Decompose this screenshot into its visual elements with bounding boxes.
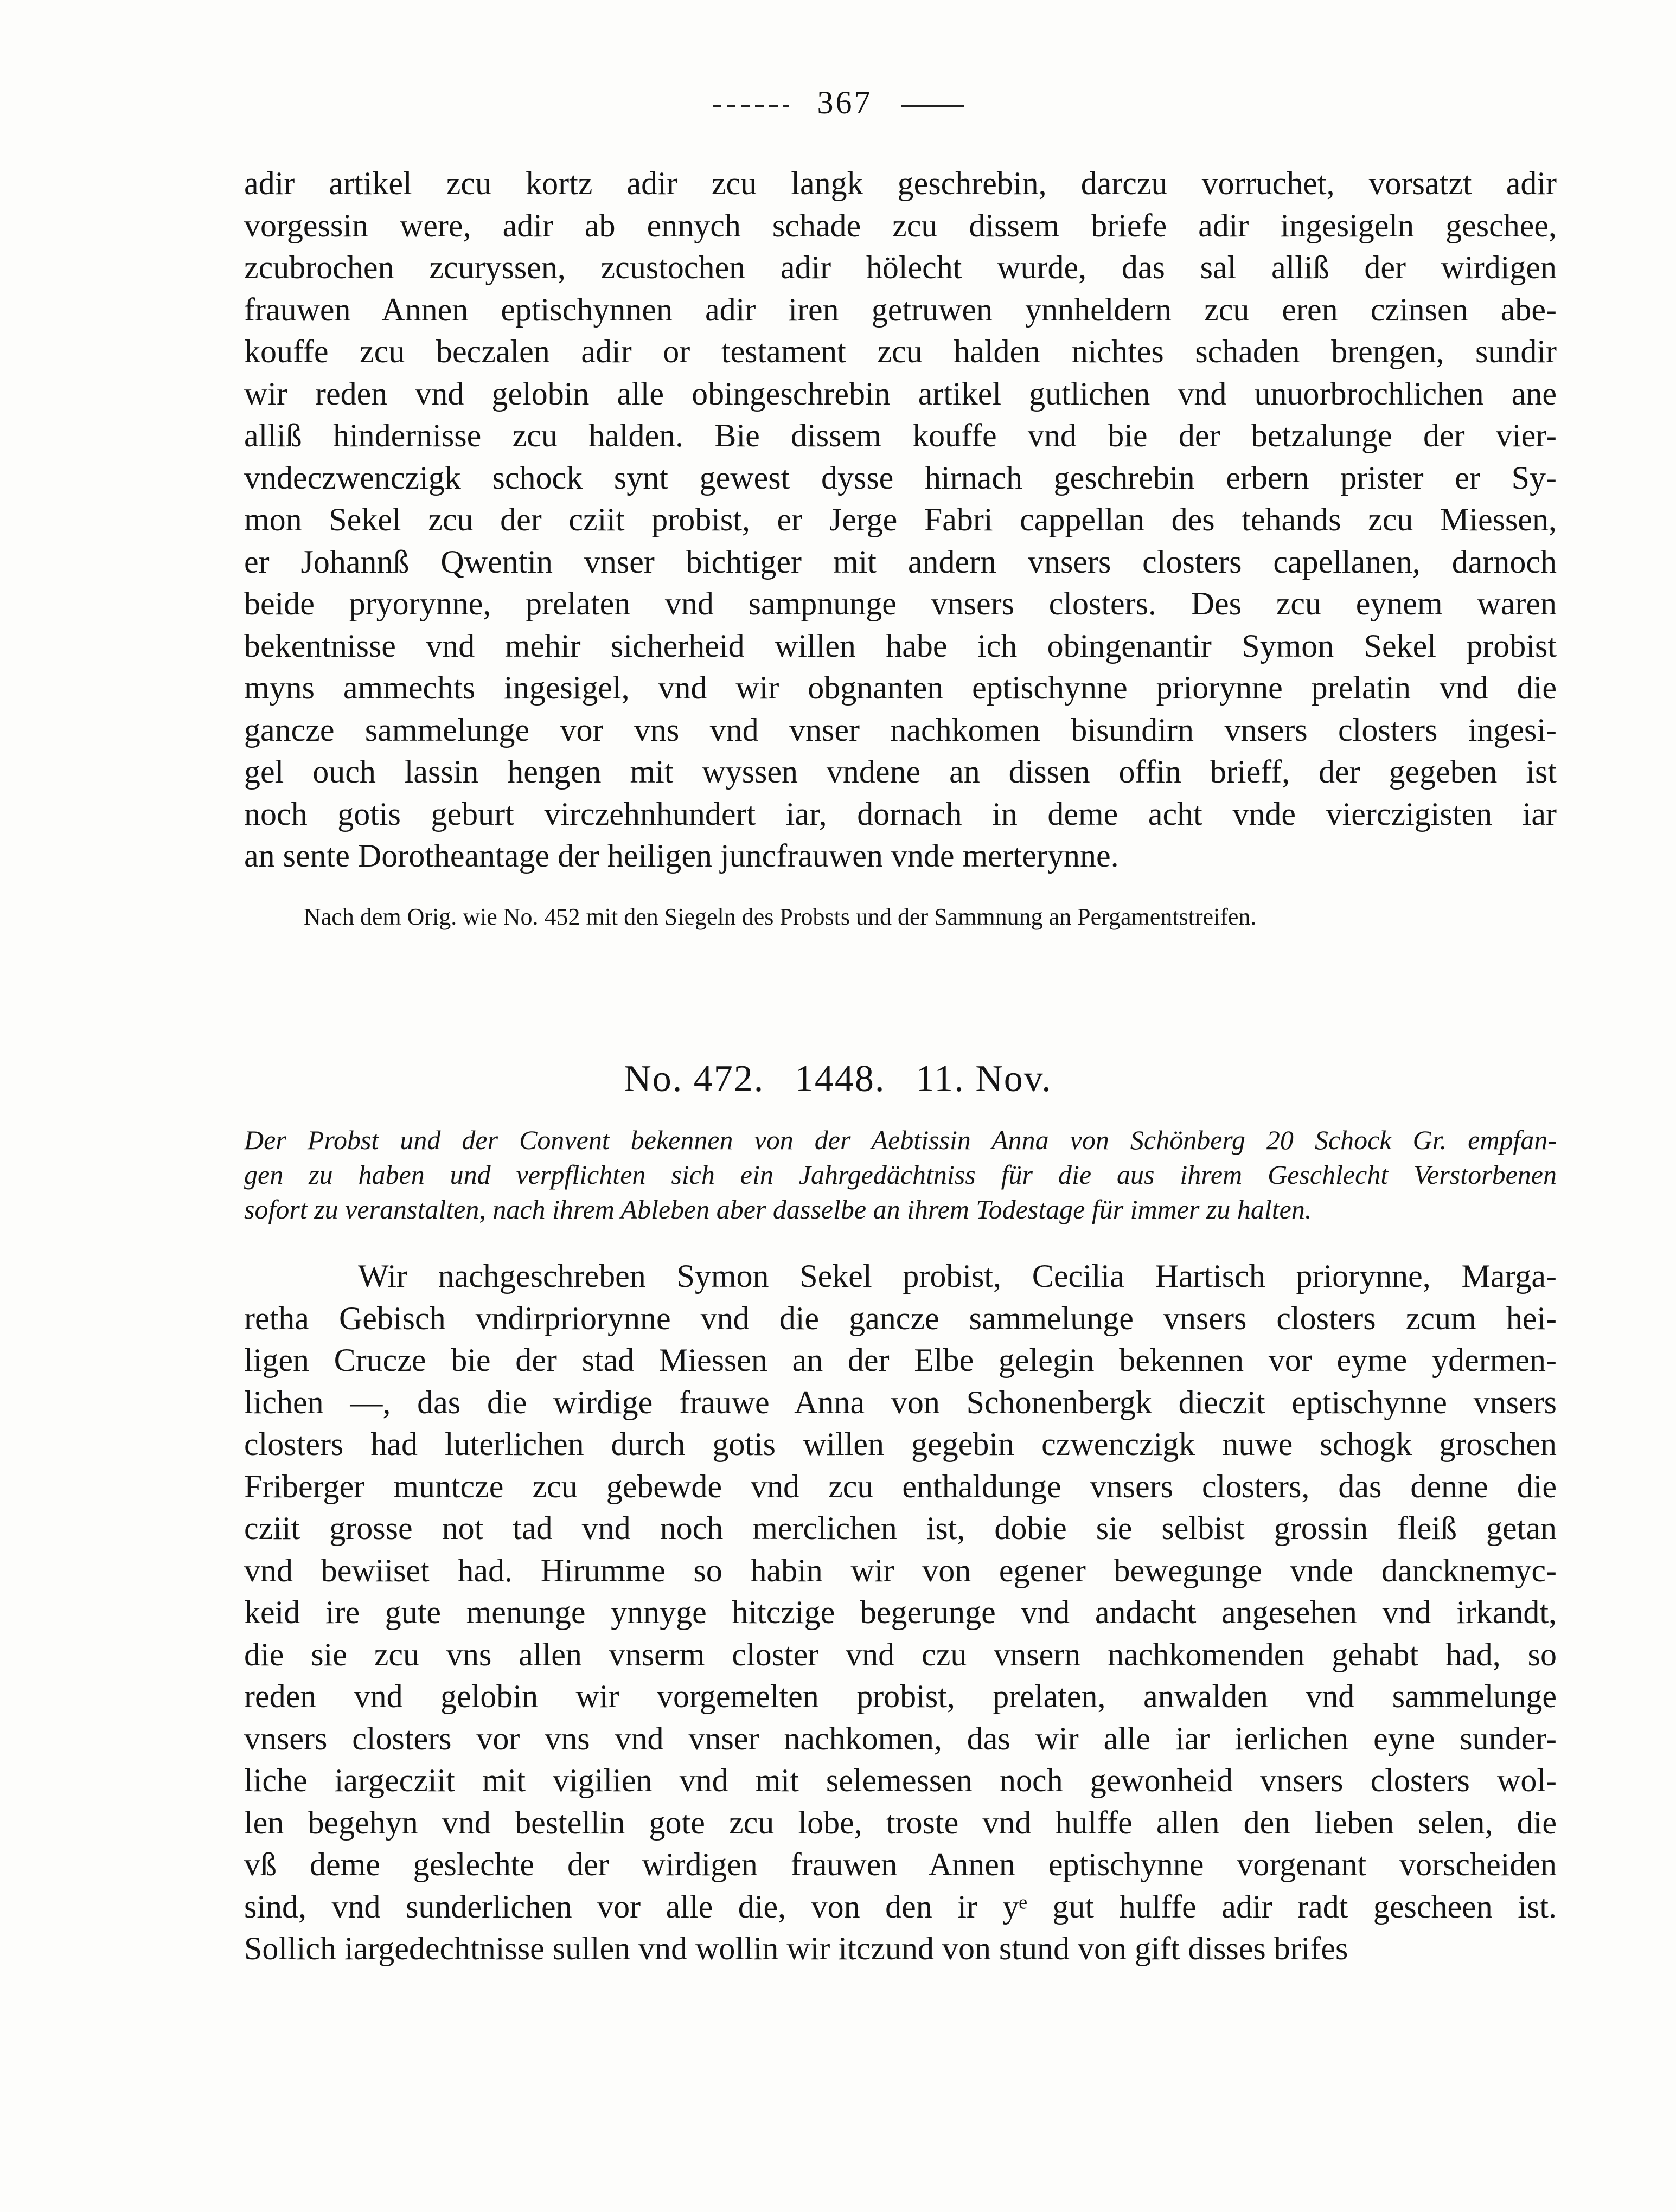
text-line: keid ire gute menunge ynnyge hitczige begerunge vnd andacht angesehen vnd irkandt, [244, 1594, 1557, 1630]
text-line: mon Sekel zcu der cziit probist, er Jerge Fabri cappellan des tehands zcu Miessen, [244, 502, 1557, 537]
text-line: Wir nachgeschreben Symon Sekel probist, Cecilia Hartisch priorynne, Marga- [358, 1258, 1557, 1294]
text-line: vß deme geslechte der wirdigen frauwen Annen eptischynne vorgenant vorscheiden [244, 1846, 1557, 1882]
text-line: er Johannß Qwentin vnser bichtiger mit andern vnsers closters capellanen, darnoch [244, 543, 1557, 580]
regest-summary [244, 1123, 1557, 1227]
text-line: Der Probst und der Convent bekennen von der Aebtissin Anna von Schönberg 20 Schock Gr. empfan- [244, 1125, 1557, 1155]
text-line: gancze sammelunge vor vns vnd vnser nachkomen bisundirn vnsers closters ingesi- [244, 711, 1557, 748]
text-line: liche iargecziit mit vigilien vnd mit selemessen noch gewonheid vnsers closters wol- [244, 1762, 1557, 1798]
text-line: an sente Dorotheantage der heiligen juncfrauwen vnde merterynne. [244, 838, 1119, 874]
text-line: Friberger muntcze zcu gebewde vnd zcu enthaldunge vnsers closters, das denne die [244, 1468, 1557, 1504]
text-line: sofort zu veranstalten, nach ihrem Ableben aber dasselbe an ihrem Todestage für immer zu halten. [244, 1194, 1312, 1224]
text-line: kouffe zcu beczalen adir or testament zcu halden nichtes schaden brengen, sundir [244, 334, 1557, 369]
text-line: Sollich iargedechtnisse sullen vnd wollin wir itczund von stund von gift disses brifes [244, 1931, 1348, 1966]
text-line: beide pryorynne, prelaten vnd sampnunge vnsers closters. Des zcu eynem waren [244, 586, 1557, 621]
page-number: 367 [817, 85, 873, 120]
text-line: gel ouch lassin hengen mit wyssen vndene an dissen offin brieff, der gegeben ist [244, 754, 1557, 790]
paragraph [244, 1255, 1557, 1970]
paragraph [244, 163, 1557, 877]
text-line: bekentnisse vnd mehir sicherheid willen habe ich obingenantir Symon Sekel probist [244, 627, 1557, 664]
text-line: die sie zcu vns allen vnserm closter vnd czu vnsern nachkomenden gehabt had, so [244, 1636, 1557, 1672]
text-line: zcubrochen zcuryssen, zcustochen adir hölecht wurde, das sal alliß der wirdigen [244, 249, 1557, 285]
text-line: alliß hindernisse zcu halden. Bie dissem kouffe vnd bie der betzalunge der vier- [244, 418, 1557, 453]
source-note: Nach dem Orig. wie No. 452 mit den Siegeln des Probsts und der Sammnung an Pergamentstreifen. [304, 903, 1257, 930]
text-line: frauwen Annen eptischynnen adir iren getruwen ynnheldern zcu eren czinsen abe- [244, 291, 1557, 328]
charter-text [244, 1255, 1557, 1970]
document-heading [0, 1057, 1676, 1101]
text-line: vorgessin were, adir ab ennych schade zcu dissem briefe adir ingesigeln geschee, [244, 207, 1557, 243]
page-header [0, 84, 1676, 121]
text-line: cziit grosse not tad vnd noch merclichen ist, dobie sie selbist grossin fleiß getan [244, 1510, 1557, 1546]
text-line: ligen Crucze bie der stad Miessen an der Elbe gelegin bekennen vor eyme ydermen- [244, 1342, 1557, 1378]
text-line: vnsers closters vor vns vnd vnser nachkomen, das wir alle iar ierlichen eyne sunder- [244, 1720, 1557, 1756]
text-line: adir artikel zcu kortz adir zcu langk geschrebin, darczu vorruchet, vorsatzt adir [244, 165, 1557, 201]
text-line: wir reden vnd gelobin alle obingeschrebin artikel gutlichen vnd unuorbrochlichen ane [244, 375, 1557, 412]
text-line: retha Gebisch vndirpriorynne vnd die gancze sammelunge vnsers closters zcum hei- [244, 1300, 1557, 1336]
text-line: sind, vnd sunderlichen vor alle die, von den ir yᵉ gut hulffe adir radt gescheen ist. [244, 1888, 1557, 1925]
text-line: closters had luterlichen durch gotis willen gegebin czwenczigk nuwe schogk groschen [244, 1426, 1557, 1462]
text-line: len begehyn vnd bestellin gote zcu lobe, troste vnd hulffe allen den lieben selen, die [244, 1804, 1557, 1841]
text-line: lichen —, das die wirdige frauwe Anna von Schonenbergk dieczit eptischynne vnsers [244, 1384, 1557, 1420]
document-number: No. 472. [624, 1058, 765, 1100]
text-line: noch gotis geburt virczehnhundert iar, dornach in deme acht vnde vierczigisten iar [244, 796, 1557, 832]
text-line: gen zu haben und verpflichten sich ein Jahrgedächtniss für die aus ihrem Geschlecht Verstorbenen [244, 1159, 1557, 1190]
header-rule-right [901, 105, 964, 107]
text-line: reden vnd gelobin wir vorgemelten probist, prelaten, anwalden vnd sammelunge [244, 1678, 1557, 1714]
document-year: 1448. [794, 1058, 886, 1100]
header-rule-left [713, 105, 789, 107]
text-line: myns ammechts ingesigel, vnd wir obgnanten eptischynne priorynne prelatin vnd die [244, 670, 1557, 706]
text-line: vnd bewiiset had. Hirumme so habin wir von egener bewegunge vnde dancknemyc- [244, 1552, 1557, 1588]
continued-charter-text [244, 163, 1557, 877]
text-line: vndeczwenczigk schock synt gewest dysse hirnach geschrebin erbern prister er Sy- [244, 459, 1557, 496]
document-date: 11. Nov. [915, 1058, 1052, 1100]
